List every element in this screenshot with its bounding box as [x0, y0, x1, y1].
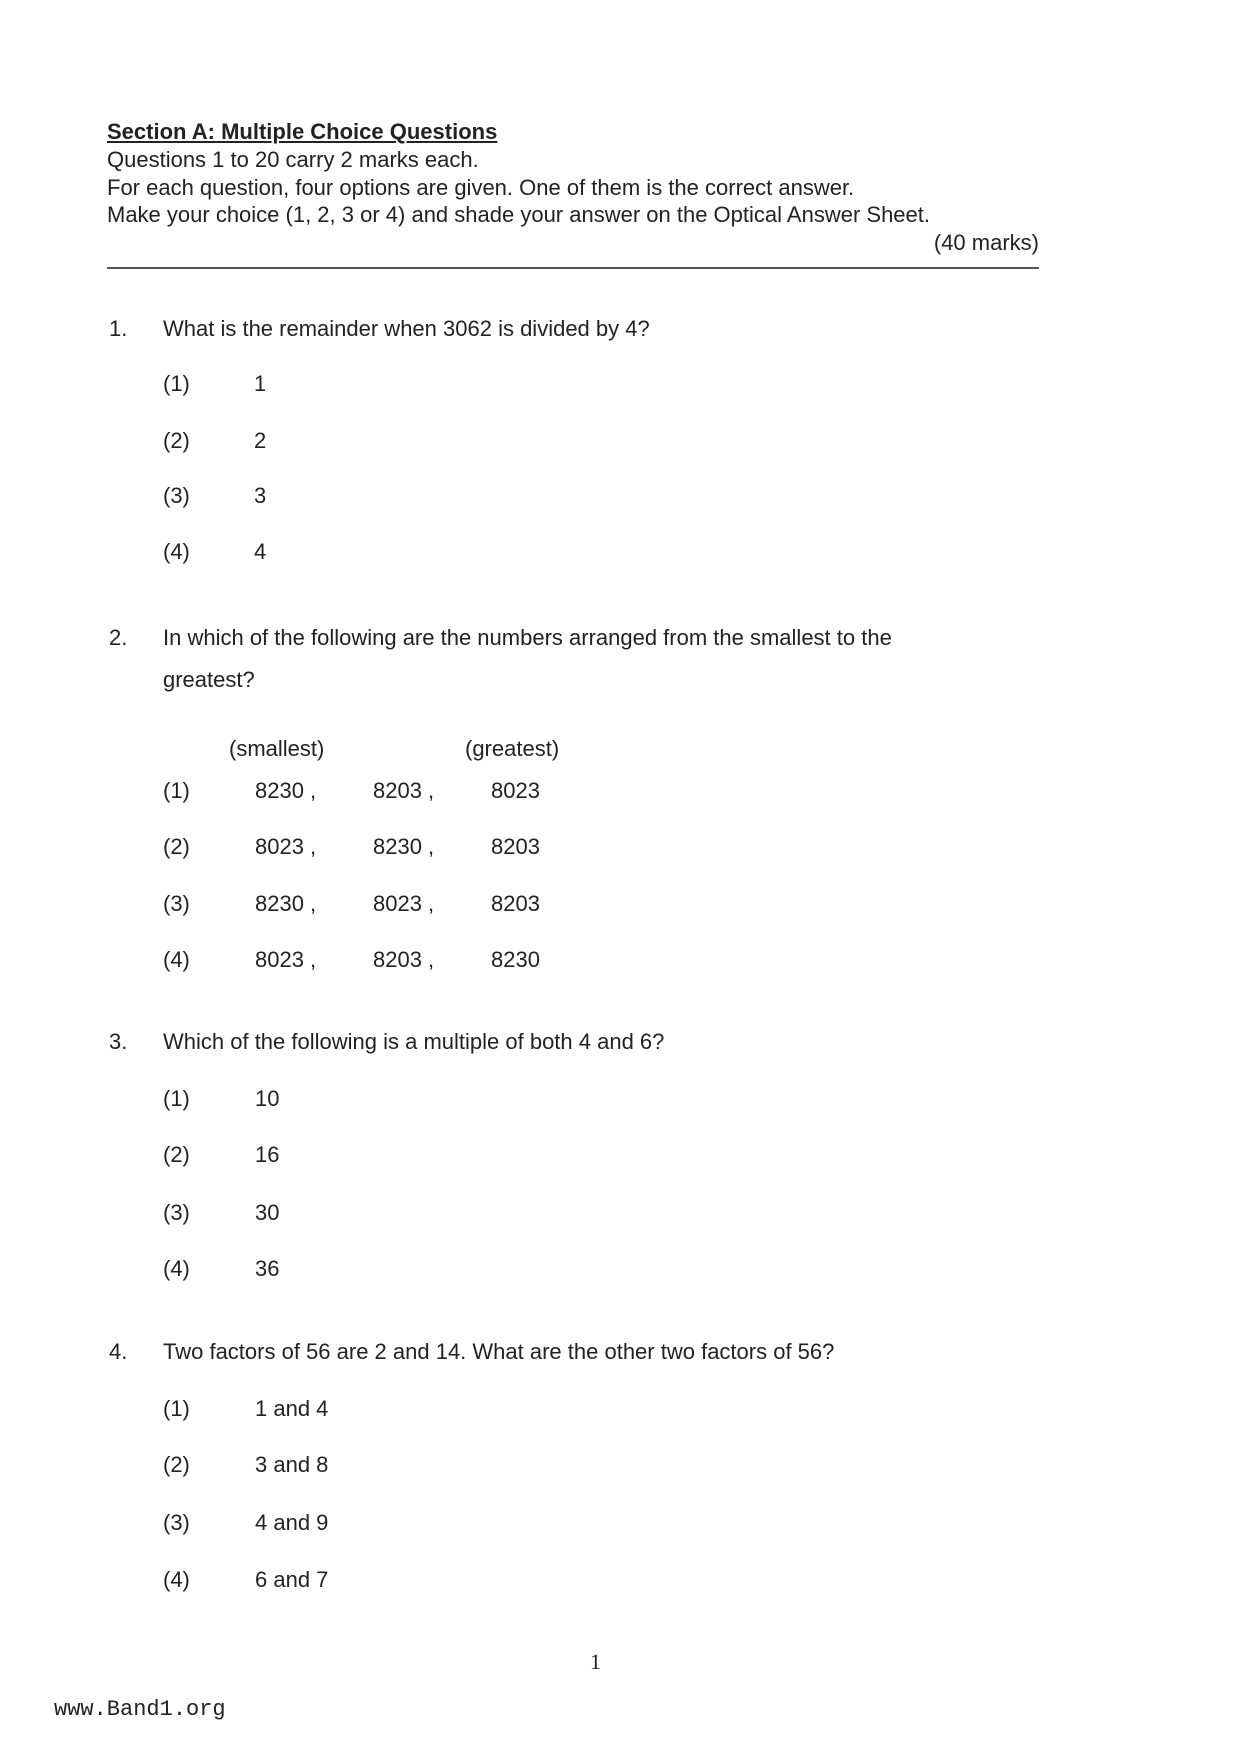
option-value: 8023 ,: [255, 834, 317, 859]
option-value: 8023 ,: [373, 891, 435, 916]
instruction-line: Questions 1 to 20 carry 2 marks each.: [107, 147, 479, 172]
question-text: Two factors of 56 are 2 and 14. What are the other two factors of 56?: [163, 1339, 835, 1364]
option-label: (3): [163, 1510, 190, 1535]
option-value: 8230 ,: [255, 891, 317, 916]
question-text: In which of the following are the numbers arranged from the smallest to the: [163, 625, 892, 650]
question-text: greatest?: [163, 667, 255, 692]
option-label: (1): [163, 1396, 190, 1421]
option-label: (3): [163, 891, 190, 916]
option-value: 2: [254, 428, 267, 453]
option-label: (2): [163, 1452, 190, 1477]
question-number: 1.: [109, 316, 128, 341]
option-value: 6 and 7: [255, 1567, 329, 1592]
total-marks: (40 marks): [933, 230, 1039, 255]
option-value: 16: [255, 1142, 280, 1167]
option-label: (4): [163, 947, 190, 972]
column-header-greatest: (greatest): [465, 736, 560, 761]
option-label: (3): [163, 1200, 190, 1225]
footer-website: www.Band1.org: [54, 1697, 226, 1722]
option-value: 8203: [491, 834, 540, 859]
option-value: 8203: [491, 891, 540, 916]
option-label: (1): [163, 1086, 190, 1111]
option-value: 3 and 8: [255, 1452, 329, 1477]
option-value: 10: [255, 1086, 280, 1111]
option-label: (1): [163, 778, 190, 803]
option-label: (4): [163, 539, 190, 564]
option-value: 1: [254, 371, 267, 396]
question-text: What is the remainder when 3062 is divided by 4?: [163, 316, 650, 341]
page-number: 1: [590, 1649, 601, 1674]
option-value: 30: [255, 1200, 280, 1225]
option-label: (1): [163, 371, 190, 396]
question-number: 4.: [109, 1339, 128, 1364]
option-value: 1 and 4: [255, 1396, 329, 1421]
question-number: 2.: [109, 625, 128, 650]
column-header-smallest: (smallest): [229, 736, 325, 761]
option-value: 4: [254, 539, 267, 564]
option-label: (2): [163, 428, 190, 453]
option-label: (4): [163, 1567, 190, 1592]
divider: [107, 267, 1039, 269]
option-value: 36: [255, 1256, 280, 1281]
section-heading: Section A: Multiple Choice Questions: [107, 119, 498, 144]
option-value: 8230 ,: [255, 778, 317, 803]
option-value: 8023: [491, 778, 540, 803]
question-number: 3.: [109, 1029, 128, 1054]
option-value: 4 and 9: [255, 1510, 329, 1535]
question-text: Which of the following is a multiple of both 4 and 6?: [163, 1029, 665, 1054]
option-label: (2): [163, 834, 190, 859]
option-value: 8230: [491, 947, 540, 972]
option-value: 8023 ,: [255, 947, 317, 972]
option-value: 8203 ,: [373, 947, 435, 972]
option-label: (3): [163, 483, 190, 508]
option-value: 8230 ,: [373, 834, 435, 859]
option-value: 3: [254, 483, 267, 508]
option-value: 8203 ,: [373, 778, 435, 803]
instruction-line: Make your choice (1, 2, 3 or 4) and shade your answer on the Optical Answer Sheet.: [107, 202, 931, 227]
option-label: (4): [163, 1256, 190, 1281]
option-label: (2): [163, 1142, 190, 1167]
instruction-line: For each question, four options are given. One of them is the correct answer.: [107, 175, 855, 200]
